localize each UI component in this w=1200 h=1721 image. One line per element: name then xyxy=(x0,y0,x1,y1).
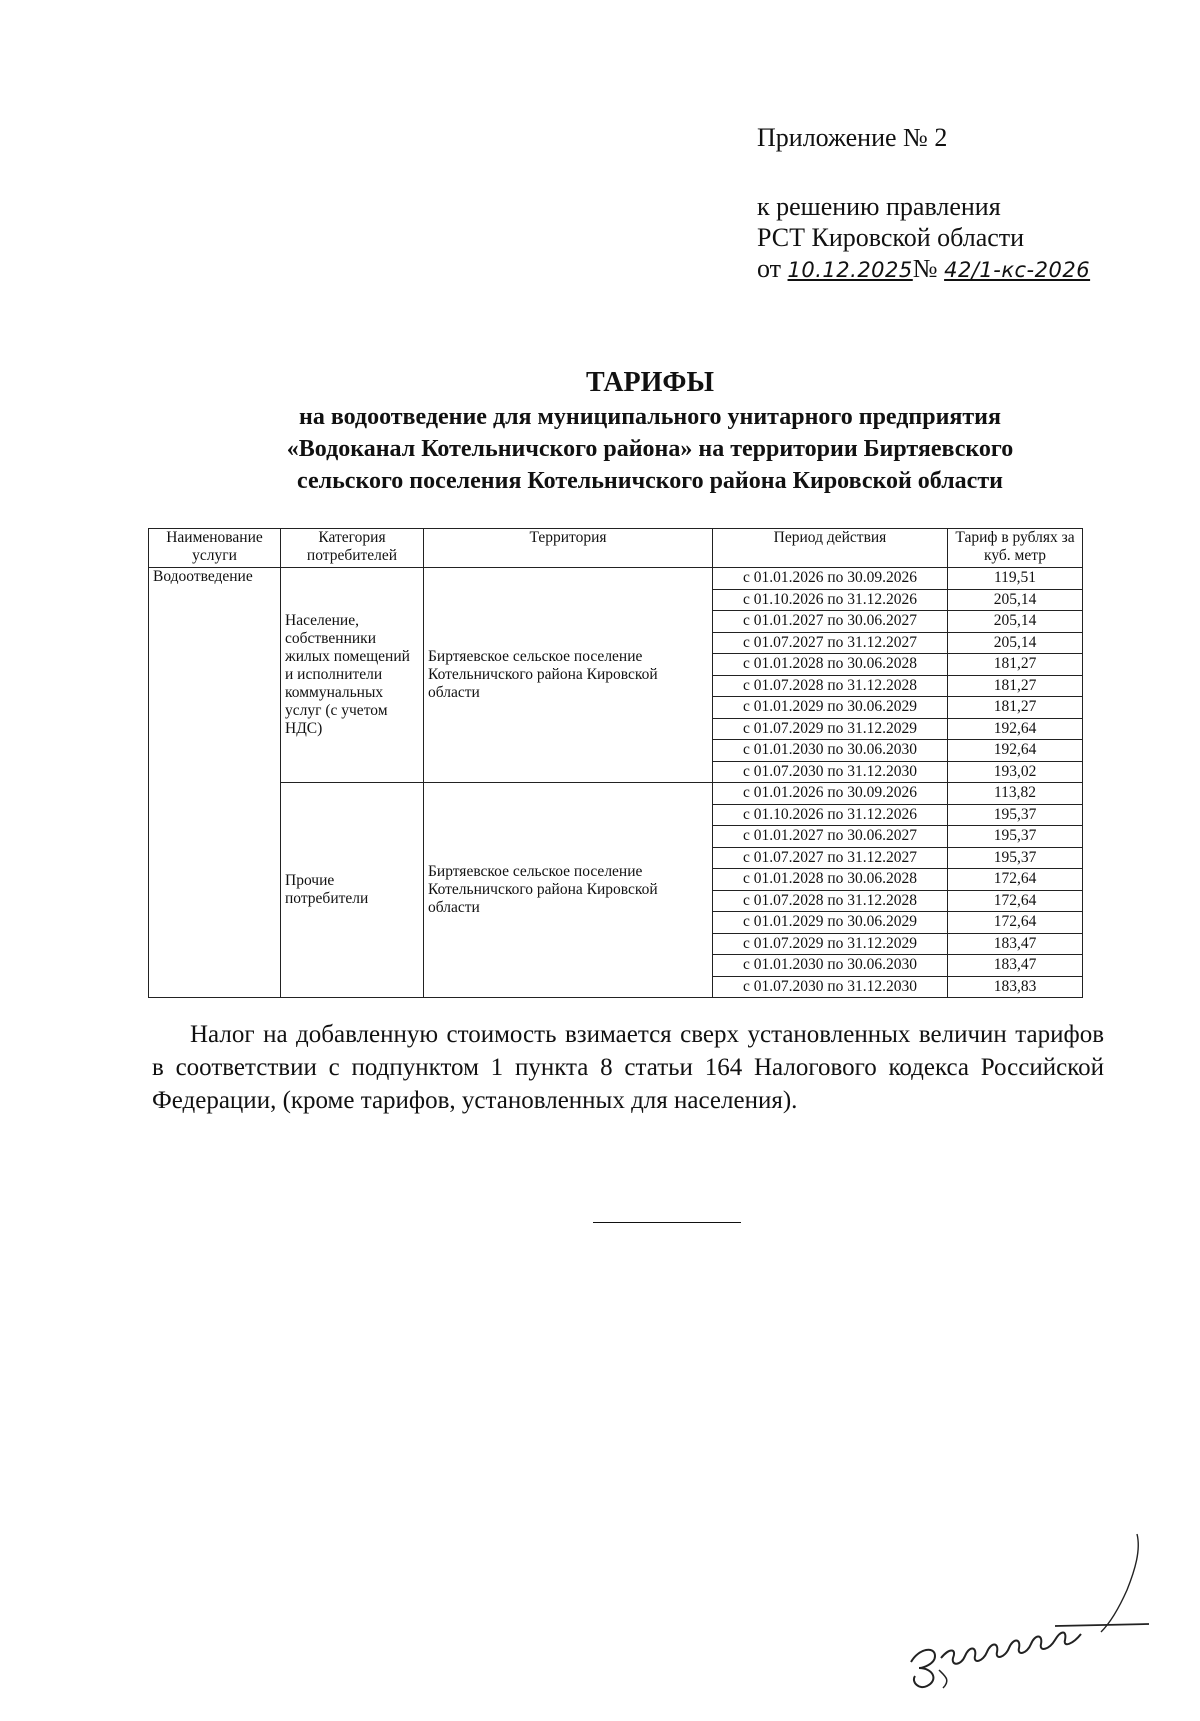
tariff-value-cell: 119,51 xyxy=(948,568,1083,590)
header-service: Наименование услуги xyxy=(149,529,281,568)
tariff-value-cell: 172,64 xyxy=(948,869,1083,891)
period-cell: с 01.07.2030 по 31.12.2030 xyxy=(713,976,948,998)
tariff-value-cell: 195,37 xyxy=(948,847,1083,869)
period-cell: с 01.01.2027 по 30.06.2027 xyxy=(713,826,948,848)
period-cell: с 01.10.2026 по 31.12.2026 xyxy=(713,589,948,611)
period-cell: с 01.07.2027 по 31.12.2027 xyxy=(713,632,948,654)
header-tariff: Тариф в рублях за куб. метр xyxy=(948,529,1083,568)
period-cell: с 01.01.2028 по 30.06.2028 xyxy=(713,869,948,891)
period-cell: с 01.07.2028 по 31.12.2028 xyxy=(713,675,948,697)
period-cell: с 01.07.2030 по 31.12.2030 xyxy=(713,761,948,783)
header-territory: Территория xyxy=(424,529,713,568)
vat-note: Налог на добавленную стоимость взимается сверх установленных величин тарифов в соответствии с подпунктом 1 пункта 8 статьи 164 Налогового кодекса Российской Федерации, (кроме тарифов, установленных для населения). xyxy=(152,1021,1104,1114)
tariff-value-cell: 181,27 xyxy=(948,675,1083,697)
territory-cell: Биртяевское сельское поселение Котельничского района Кировской области xyxy=(424,568,713,783)
tariff-value-cell: 183,47 xyxy=(948,955,1083,977)
period-cell: с 01.01.2026 по 30.09.2026 xyxy=(713,783,948,805)
number-prefix: № xyxy=(912,254,938,283)
tariff-value-cell: 195,37 xyxy=(948,826,1083,848)
tariff-value-cell: 181,27 xyxy=(948,697,1083,719)
tariff-value-cell: 183,83 xyxy=(948,976,1083,998)
tariff-value-cell: 192,64 xyxy=(948,740,1083,762)
territory-cell: Биртяевское сельское поселение Котельничского района Кировской области xyxy=(424,783,713,998)
reference-date-number xyxy=(757,253,1090,286)
period-cell: с 01.10.2026 по 31.12.2026 xyxy=(713,804,948,826)
table-row xyxy=(149,783,1083,805)
reference-line-1: к решению правления xyxy=(757,192,1001,221)
category-cell: Прочие потребители xyxy=(281,783,424,998)
header-category: Категория потребителей xyxy=(281,529,424,568)
service-cell: Водоотведение xyxy=(149,568,281,998)
period-cell: с 01.01.2028 по 30.06.2028 xyxy=(713,654,948,676)
tariff-value-cell: 205,14 xyxy=(948,632,1083,654)
period-cell: с 01.07.2029 по 31.12.2029 xyxy=(713,933,948,955)
document-title xyxy=(100,365,1200,497)
tariff-value-cell: 113,82 xyxy=(948,783,1083,805)
decision-reference xyxy=(757,191,1090,286)
tariff-value-cell: 181,27 xyxy=(948,654,1083,676)
period-cell: с 01.07.2029 по 31.12.2029 xyxy=(713,718,948,740)
title-line-3: сельского поселения Котельничского района Кировской области xyxy=(297,468,1003,494)
tariff-value-cell: 183,47 xyxy=(948,933,1083,955)
period-cell: с 01.01.2029 по 30.06.2029 xyxy=(713,697,948,719)
title-line-2: «Водоканал Котельничского района» на территории Биртяевского xyxy=(286,436,1014,462)
handwritten-number: 42/1-кс-2026 xyxy=(944,258,1091,282)
signature-image xyxy=(905,1530,1165,1690)
title-heading: ТАРИФЫ xyxy=(586,367,714,398)
title-line-1: на водоотведение для муниципального унитарного предприятия xyxy=(299,404,1001,430)
tariff-table-body xyxy=(149,568,1083,998)
tariff-table xyxy=(148,528,1083,998)
period-cell: с 01.01.2030 по 30.06.2030 xyxy=(713,740,948,762)
tariff-value-cell: 195,37 xyxy=(948,804,1083,826)
handwritten-date: 10.12.2025 xyxy=(787,258,913,282)
appendix-label: Приложение № 2 xyxy=(757,123,948,152)
tariff-value-cell: 172,64 xyxy=(948,912,1083,934)
header-period: Период действия xyxy=(713,529,948,568)
date-prefix: от xyxy=(757,254,782,283)
tariff-value-cell: 193,02 xyxy=(948,761,1083,783)
tariff-value-cell: 205,14 xyxy=(948,611,1083,633)
period-cell: с 01.01.2030 по 30.06.2030 xyxy=(713,955,948,977)
period-cell: с 01.07.2028 по 31.12.2028 xyxy=(713,890,948,912)
category-cell: Население, собственники жилых помещений и исполнители коммунальных услуг (с учетом НДС) xyxy=(281,568,424,783)
period-cell: с 01.01.2029 по 30.06.2029 xyxy=(713,912,948,934)
reference-line-2: РСТ Кировской области xyxy=(757,223,1025,252)
tariff-value-cell: 192,64 xyxy=(948,718,1083,740)
period-cell: с 01.01.2026 по 30.09.2026 xyxy=(713,568,948,590)
period-cell: с 01.07.2027 по 31.12.2027 xyxy=(713,847,948,869)
tariff-value-cell: 172,64 xyxy=(948,890,1083,912)
tariff-value-cell: 205,14 xyxy=(948,589,1083,611)
table-header-row xyxy=(149,529,1083,568)
period-cell: с 01.01.2027 по 30.06.2027 xyxy=(713,611,948,633)
table-row xyxy=(149,568,1083,590)
closing-divider xyxy=(593,1222,741,1223)
